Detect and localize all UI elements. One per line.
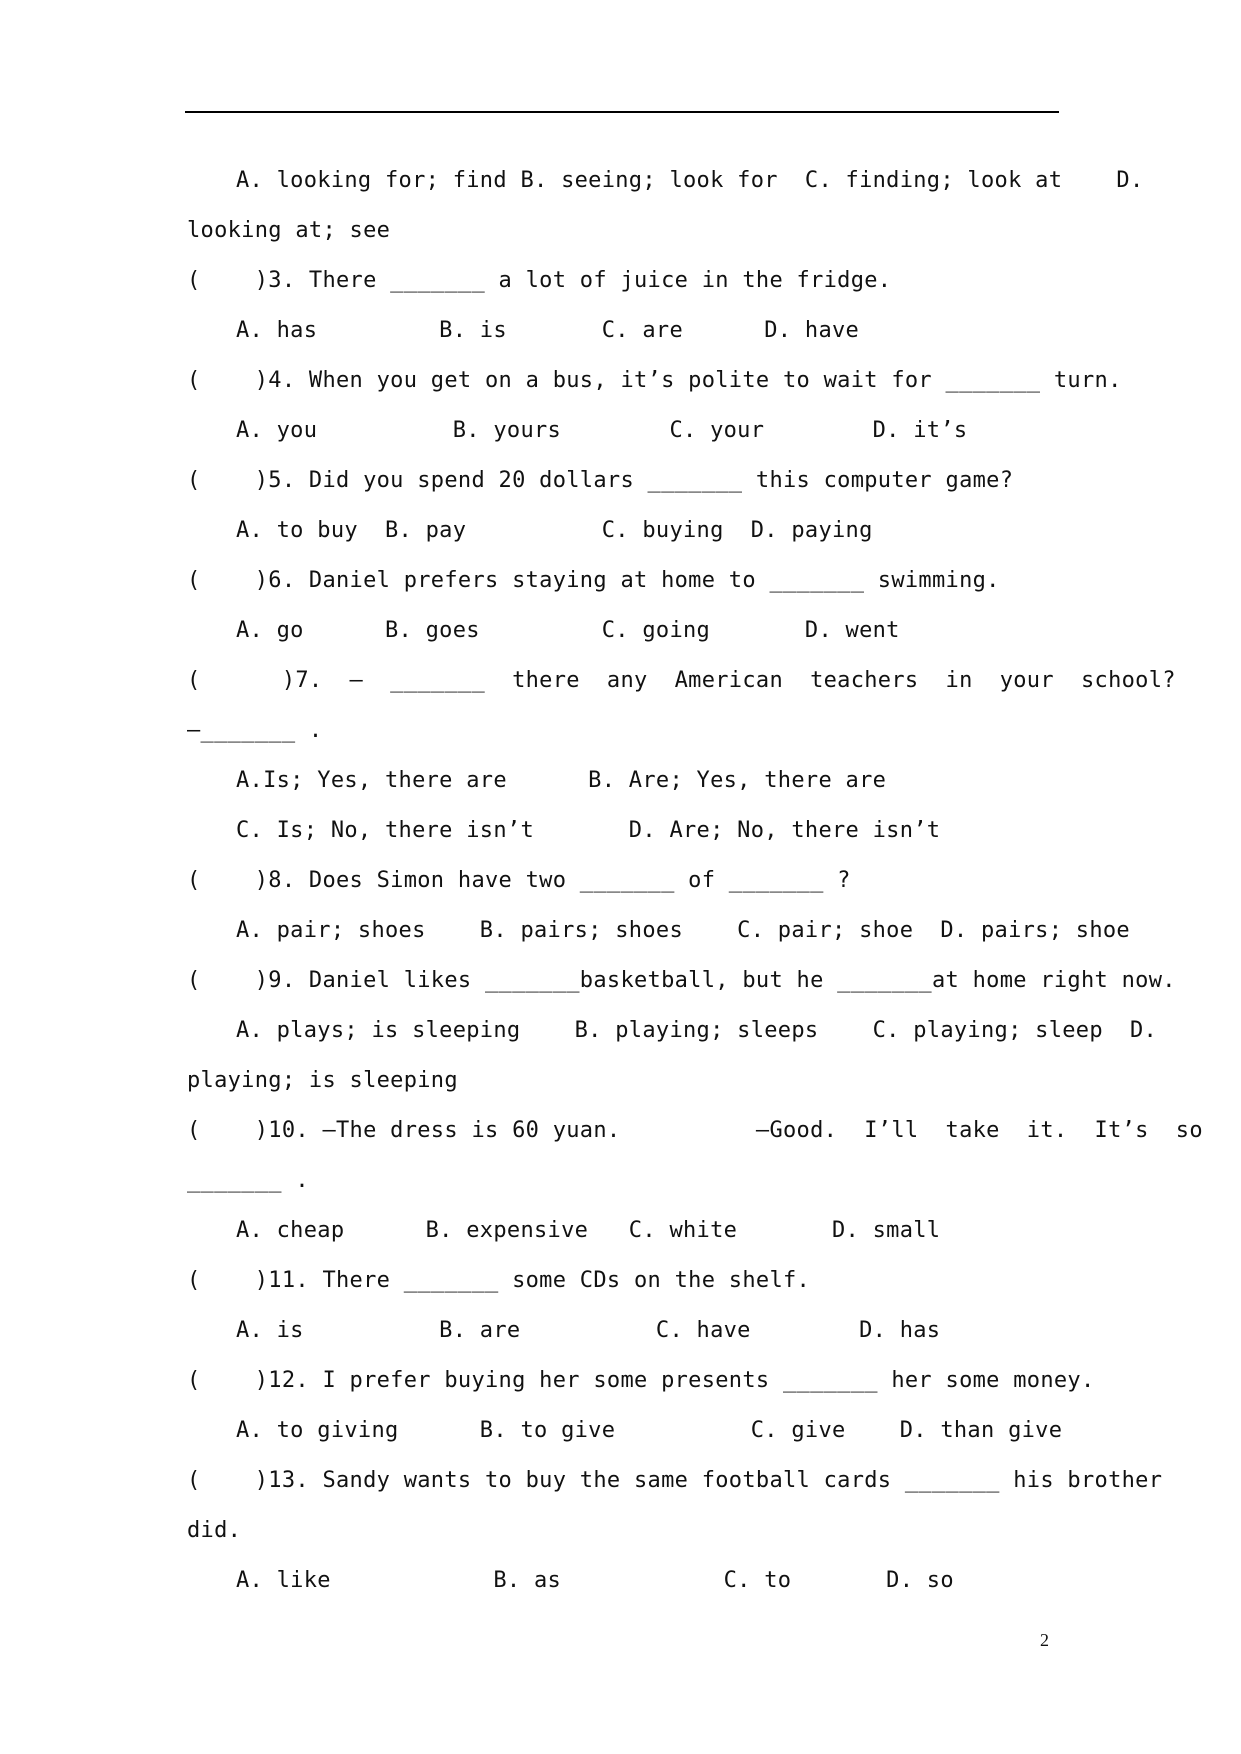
question-11: ( )11. There _______ some CDs on the shelf. <box>187 1268 811 1293</box>
question-13-continued: did. <box>187 1518 242 1543</box>
page-number: 2 <box>1040 1630 1049 1650</box>
answer-options-q2: A. looking for; find B. seeing; look for C. finding; look at D. <box>236 168 1144 193</box>
answer-options-q2-continued: looking at; see <box>187 218 391 243</box>
question-8: ( )8. Does Simon have two _______ of _______ ? <box>187 868 851 893</box>
question-12: ( )12. I prefer buying her some presents _______ her some money. <box>187 1368 1095 1393</box>
answer-options-q7-row2: C. Is; No, there isn’t D. Are; No, there isn’t <box>236 818 941 843</box>
answer-options-q12: A. to giving B. to give C. give D. than give <box>236 1418 1063 1443</box>
answer-options-q9: A. plays; is sleeping B. playing; sleeps C. playing; sleep D. <box>236 1018 1158 1043</box>
question-7-continued: —_______ . <box>187 718 323 743</box>
answer-options-q3: A. has B. is C. are D. have <box>236 318 860 343</box>
question-10-continued: _______ . <box>187 1168 309 1193</box>
question-4: ( )4. When you get on a bus, it’s polite to wait for _______ turn. <box>187 368 1122 393</box>
question-5: ( )5. Did you spend 20 dollars _______ this computer game? <box>187 468 1014 493</box>
answer-options-q11: A. is B. are C. have D. has <box>236 1318 941 1343</box>
question-7: ( )7. — _______ there any American teachers in your school? <box>187 668 1176 693</box>
question-10: ( )10. —The dress is 60 yuan. —Good. I’ll take it. It’s so <box>187 1118 1203 1143</box>
answer-options-q4: A. you B. yours C. your D. it’s <box>236 418 968 443</box>
answer-options-q6: A. go B. goes C. going D. went <box>236 618 900 643</box>
question-13: ( )13. Sandy wants to buy the same football cards _______ his brother <box>187 1468 1163 1493</box>
answer-options-q7-row1: A.Is; Yes, there are B. Are; Yes, there are <box>236 768 887 793</box>
answer-options-q13: A. like B. as C. to D. so <box>236 1568 954 1593</box>
header-rule <box>185 111 1059 113</box>
question-6: ( )6. Daniel prefers staying at home to _______ swimming. <box>187 568 1000 593</box>
answer-options-q9-continued: playing; is sleeping <box>187 1068 458 1093</box>
answer-options-q8: A. pair; shoes B. pairs; shoes C. pair; shoe D. pairs; shoe <box>236 918 1130 943</box>
answer-options-q10: A. cheap B. expensive C. white D. small <box>236 1218 941 1243</box>
question-9: ( )9. Daniel likes _______basketball, but he _______at home right now. <box>187 968 1176 993</box>
answer-options-q5: A. to buy B. pay C. buying D. paying <box>236 518 873 543</box>
question-3: ( )3. There _______ a lot of juice in the fridge. <box>187 268 892 293</box>
